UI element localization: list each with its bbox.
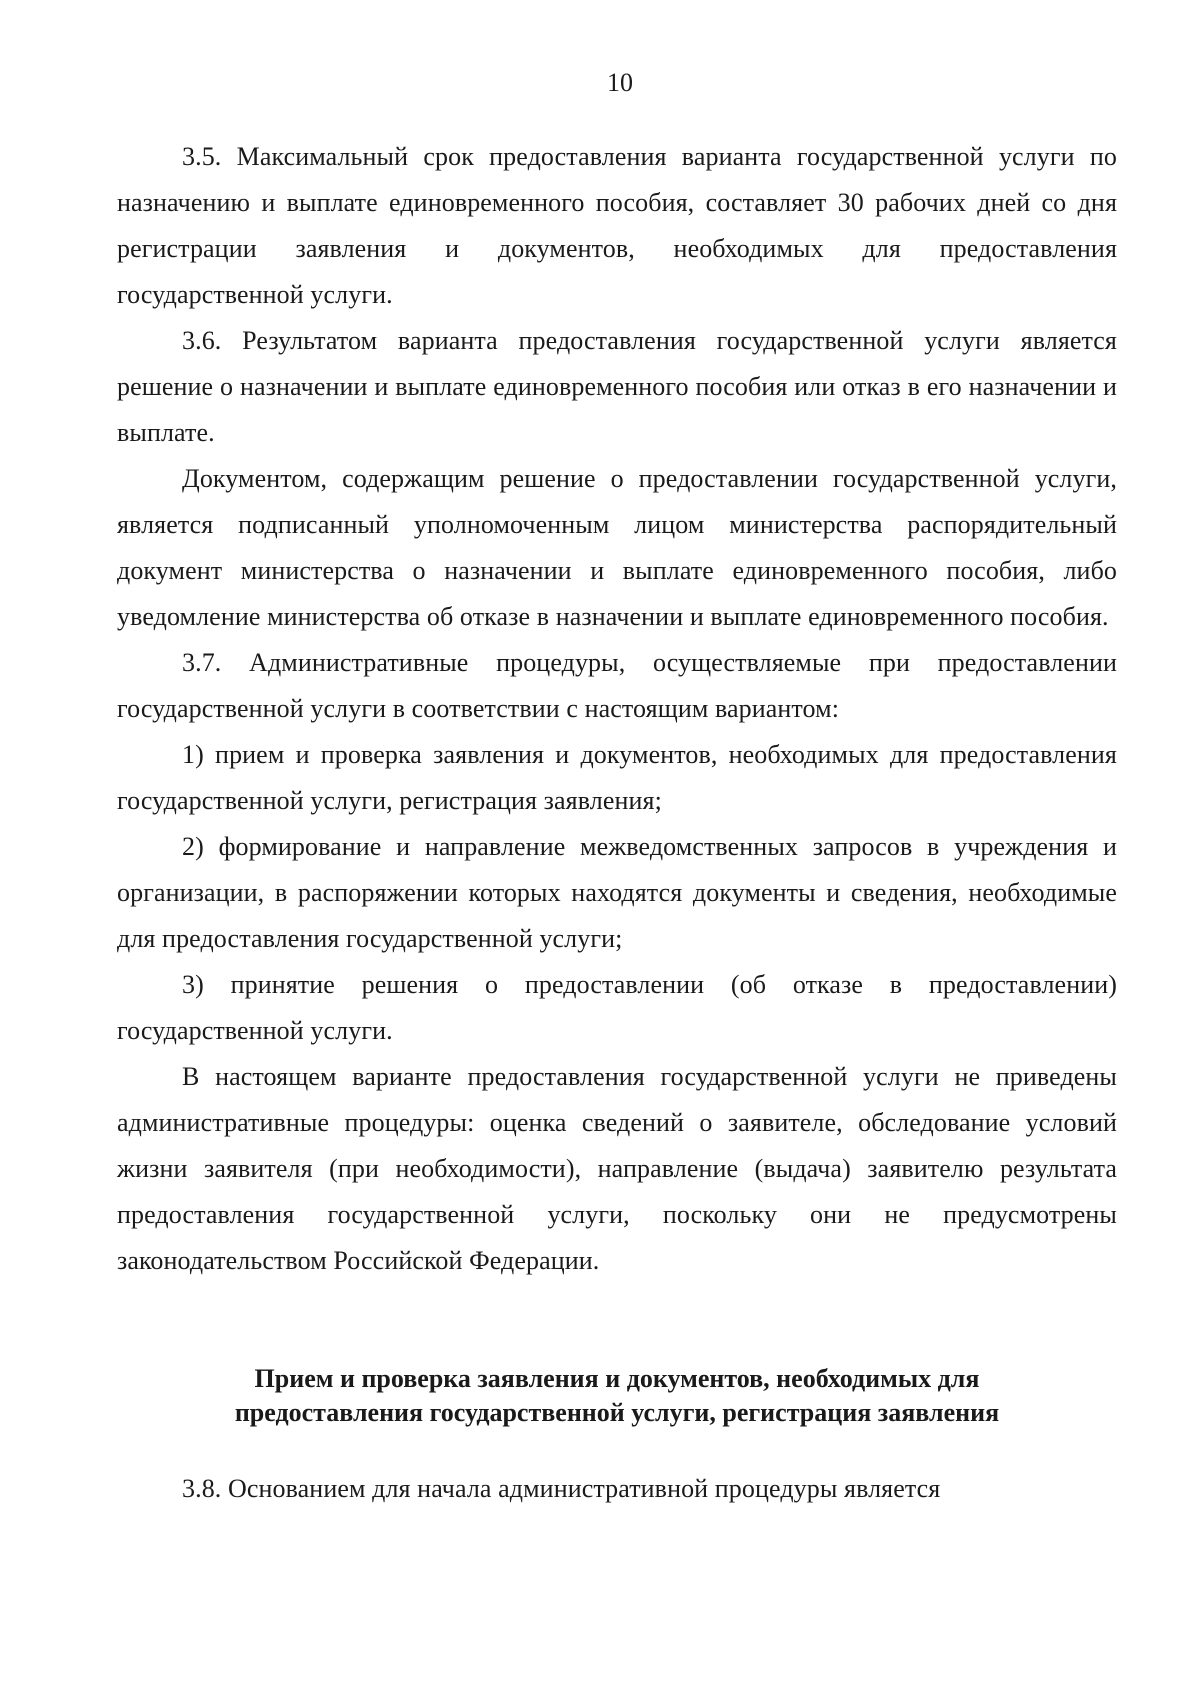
paragraph-3-6: 3.6. Результатом варианта предоставления государственной услуги является решение о назначении и выплате единовременного пособия или отказ в его назначении и выплате. [117, 326, 1117, 447]
section-heading [117, 1362, 1117, 1430]
paragraph-not-included-procedures: В настоящем варианте предоставления государственной услуги не приведены административные процедуры: оценка сведений о заявителе, обследование условий жизни заявителя (при необходимости), направление (выдача) заявителю результата предоставления государственной услуги, поскольку они не предусмотрены законодательством Российской Федерации. [117, 1062, 1117, 1275]
section-heading-line-2: предоставления государственной услуги, регистрация заявления [234, 1398, 1000, 1427]
list-item-2: 2) формирование и направление межведомственных запросов в учреждения и организации, в распоряжении которых находятся документы и сведения, необходимые для предоставления государственной услуги; [117, 832, 1117, 953]
paragraph-3-7: 3.7. Административные процедуры, осуществляемые при предоставлении государственной услуги в соответствии с настоящим вариантом: [117, 648, 1117, 723]
document-body [117, 134, 1117, 1512]
list-item-1: 1) прием и проверка заявления и документов, необходимых для предоставления государственной услуги, регистрация заявления; [117, 740, 1117, 815]
list-item-3: 3) принятие решения о предоставлении (об отказе в предоставлении) государственной услуги. [117, 970, 1117, 1045]
page-number: 10 [607, 68, 633, 97]
paragraph-decision-document: Документом, содержащим решение о предоставлении государственной услуги, является подписанный уполномоченным лицом министерства распорядительный документ министерства о назначении и выплате единовременного пособия, либо уведомление министерства об отказе в назначении и выплате единовременного пособия. [117, 464, 1117, 631]
paragraph-3-8: 3.8. Основанием для начала административной процедуры является [182, 1474, 941, 1503]
section-heading-line-1: Прием и проверка заявления и документов, необходимых для [254, 1364, 980, 1393]
paragraph-3-5: 3.5. Максимальный срок предоставления варианта государственной услуги по назначению и выплате единовременного пособия, составляет 30 рабочих дней со дня регистрации заявления и документов, необходимых для предоставления государственной услуги. [117, 142, 1117, 309]
